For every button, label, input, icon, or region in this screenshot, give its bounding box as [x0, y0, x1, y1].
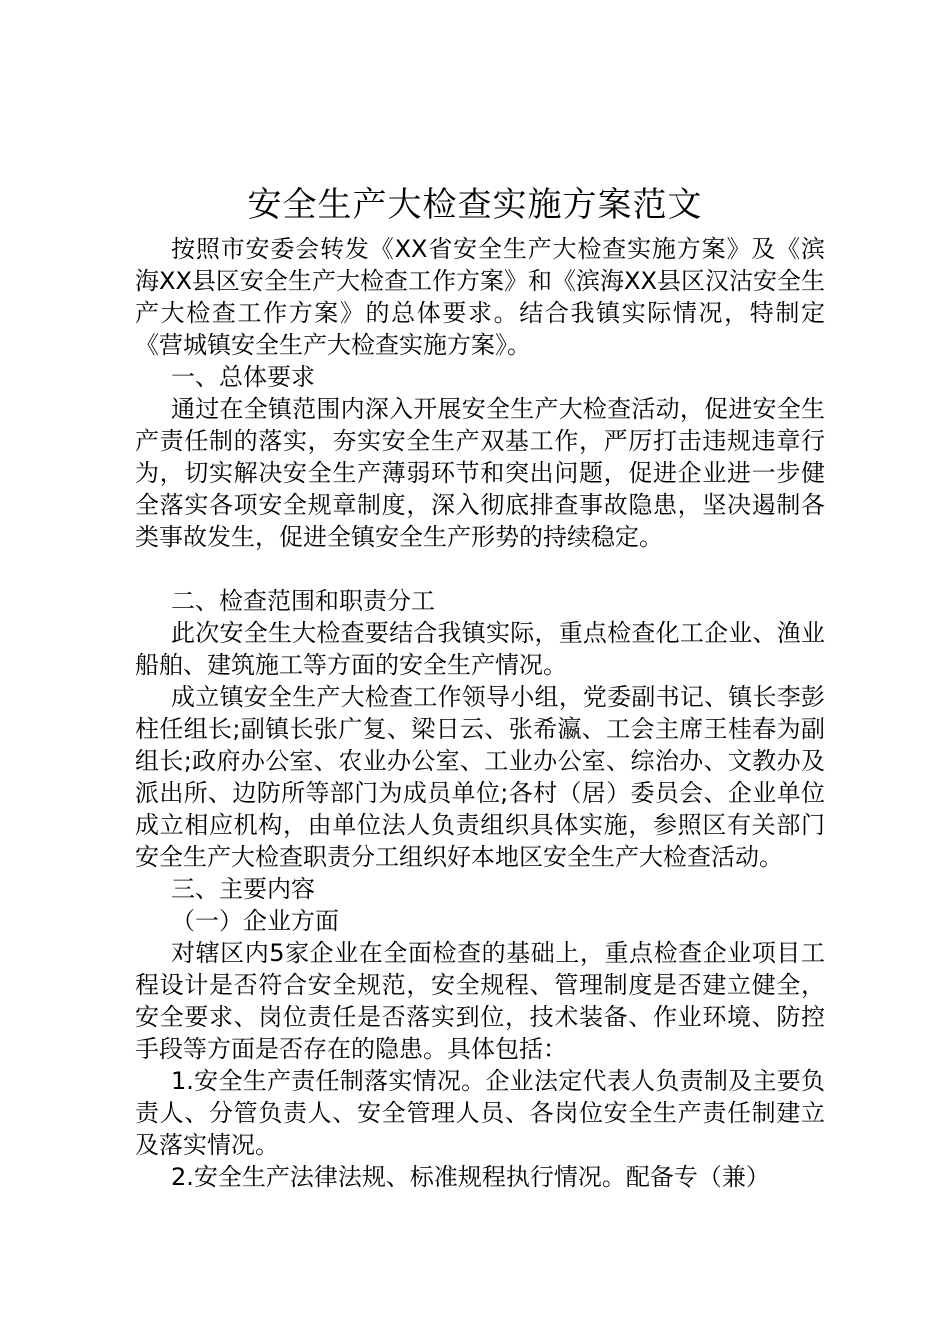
document-title: 安全生产大检查实施方案范文: [247, 185, 703, 225]
blank-line: [135, 553, 825, 585]
subsection-heading-enterprise: （一）企业方面: [171, 907, 339, 935]
general-requirements-paragraph: 通过在全镇范围内深入开展安全生产大检查活动，促进安全生产责任制的落实，夯实安全生产双基工作，严厉打击违规违章行为，切实解决安全生产薄弱环节和突出问题，促进企业进一步健全落实各项安全规章制度，深入彻底排查事故隐患，坚决遏制各类事故发生，促进全镇安全生产形势的持续稳定。: [135, 395, 825, 551]
enterprise-inspection-paragraph: 对辖区内5家企业在全面检查的基础上，重点检查企业项目工程设计是否符合安全规范，安全规程、管理制度是否建立健全，安全要求、岗位责任是否落实到位，技术装备、作业环境、防控手段等方面是否存在的隐患。具体包括：: [135, 939, 825, 1063]
intro-paragraph: 按照市安委会转发《XX省安全生产大检查实施方案》及《滨海XX县区安全生产大检查工作方案》和《滨海XX县区汉沽安全生产大检查工作方案》的总体要求。结合我镇实际情况，特制定《营城镇安全生产大检查实施方案》。: [135, 235, 825, 359]
document-body: [135, 233, 825, 1193]
section-heading-scope-responsibilities: 二、检查范围和职责分工: [171, 587, 435, 615]
leadership-group-paragraph: 成立镇安全生产大检查工作领导小组，党委副书记、镇长李彭柱任组长;副镇长张广复、梁日云、张希瀛、工会主席王桂春为副组长;政府办公室、农业办公室、工业办公室、综治办、文教办及派出所、边防所等部门为成员单位;各村（居）委员会、企业单位成立相应机构，由单位法人负责组织具体实施，参照区有关部门安全生产大检查职责分工组织好本地区安全生产大检查活动。: [135, 683, 825, 871]
section-heading-general-requirements: 一、总体要求: [171, 363, 315, 391]
list-item-1: 1.安全生产责任制落实情况。企业法定代表人负责制及主要负责人、分管负责人、安全管理人员、各岗位安全生产责任制建立及落实情况。: [135, 1067, 825, 1159]
list-item-2: 2.安全生产法律法规、标准规程执行情况。配备专（兼）: [171, 1163, 770, 1191]
section-heading-main-content: 三、主要内容: [171, 875, 315, 903]
scope-paragraph: 此次安全生大检查要结合我镇实际，重点检查化工企业、渔业船舶、建筑施工等方面的安全生产情况。: [135, 619, 825, 679]
